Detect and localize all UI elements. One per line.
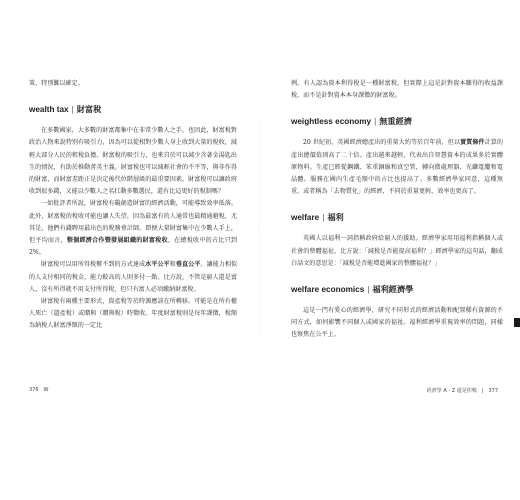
term-english: wealth tax <box>29 105 69 115</box>
term-english: welfare <box>291 213 320 223</box>
term-chinese: 福利 <box>327 212 344 223</box>
right-page-footer <box>427 387 503 394</box>
term-english: welfare economics <box>291 285 365 295</box>
entry-heading-welfare-economics <box>291 284 503 295</box>
paragraph <box>29 198 237 259</box>
book-gutter-shadow <box>259 60 260 400</box>
text-run: ，在總稅收中的占比只到2%。 <box>29 237 238 257</box>
opening-paragraph: 例。有人認為資本利得稅是一種財富稅，但實際上這是針對資本賺得的收益課稅，而不是針對資本本身課徵的財富稅。 <box>291 80 503 100</box>
entry-heading-welfare <box>291 212 503 223</box>
term-separator: | <box>374 117 377 127</box>
entry-heading-weightless-economy <box>291 116 503 127</box>
book-title: 經濟學 A - Z 還是你嗎 <box>426 388 477 394</box>
left-page-footer <box>29 387 54 393</box>
footer-separator: | <box>481 388 484 394</box>
paragraph: 英國人以福利一詞指稱政府給窮人的援助。經濟學家用用福利指稱個人或社會的整體福祉，比方說：「減稅是否能提高福利？」經濟學家的這句話，翻成白話文的意思是：「減稅是否能增進國家的整體福祉？」 <box>291 235 503 267</box>
term-separator: | <box>322 213 325 223</box>
term-separator: | <box>367 285 370 295</box>
text-run: 計算的產出總價值則高了二十倍。產出越來越輕，代表出自智慧資本的成果多於實體原物料。生產已經從鋼鐵、笨重銅線和真空管，轉向微處理器、光纖電纜和電晶體。服務在國內生產毛額中的占比也提高了。多數經濟學家同意，這種無重，或者稱為「去物質化」的經濟，不同於重量更輕、效率也更高了。 <box>291 139 503 196</box>
paragraph <box>29 259 237 296</box>
paragraph <box>291 137 503 198</box>
term-chinese: 福利經濟學 <box>372 284 414 295</box>
text-run: 20 世紀初，英國經濟總產出的重量大約等於百年前，但以 <box>303 139 461 147</box>
term-english: weightless economy <box>291 117 372 127</box>
right-page <box>291 78 503 342</box>
text-run: 財富稅可以用所得稅辦不到的方式達成 <box>41 261 146 269</box>
entry-heading-wealth-tax <box>29 104 237 115</box>
thumb-index-tab <box>514 318 520 327</box>
paragraph: 這是一門有愛心的經濟學，研究不同形式的經濟活動和配置稀有資源的不同方式，如何影響不同個人或國家的福祉。福利經濟學重視效率的問題，同樣也察焦在公平上。 <box>291 307 503 339</box>
page-number: 377 <box>488 388 498 394</box>
term-chinese: 無重經濟 <box>379 116 412 127</box>
text-run: 一如批評者所說，財富稅有礙創造財富的經濟活動，可能導致效率低落。此外，財富稅的稅收可能也讓人失望，因為最富有的人通常也最精通避稅，尤其是，他們有錢聘用最出色的稅務會計師。即便大量財富集中在少數人手上，但平均而言， <box>29 200 237 245</box>
term-chinese: 財富稅 <box>76 104 102 115</box>
opening-line: 策，特別難以確定。 <box>29 80 84 87</box>
text-run: 。讓能力相似的人支付相同的稅金，能力較高的人則多付一點。比方說，不管是窮人還是富人，沒有所得就不用支付所得稅，但只有富人必須繳納財富稅。 <box>29 261 238 293</box>
text-run: 和 <box>169 261 176 269</box>
bold-term: 水平公平 <box>145 261 170 269</box>
bold-term: 實質條件 <box>460 139 485 147</box>
bold-term: 垂直公平 <box>175 261 201 269</box>
bold-term: 整個經濟合作暨發展組織的財富稅收 <box>66 237 168 245</box>
paragraph: 財富稅有兩種主要形式，資產稅等於時源應該在所轉移。可能是在所有權人死亡（遺產稅）或贈與（贈與稅）時徵收。年度財富稅則是每年課徵，稅額為納稅人財富淨額的一定比 <box>29 298 237 330</box>
page-number: 376 <box>29 387 39 393</box>
section-letter: W <box>43 387 49 393</box>
paragraph: 在多數國家，大多數的財富都集中在非常少數人之手，也因此，財富稅對政治人物來說特別有吸引力，因為可以從相對少數人身上收到大量的稅收，減輕大部分人民的租稅負擔。財富稅的吸引力，也來自於可以減少含著金湯匙出生的情況，有助於推動菁英主義。財富稅也可以減輕社會的不平等，與非作得的財富，而財富差距正是決定後代位階層級的最重要因素。財富稅可以讓政府收到很多錢，又能以少數人之名扛動多數選民，還有比這更好的稅制嗎？ <box>29 127 237 196</box>
left-page <box>29 78 237 333</box>
term-separator: | <box>71 105 74 115</box>
